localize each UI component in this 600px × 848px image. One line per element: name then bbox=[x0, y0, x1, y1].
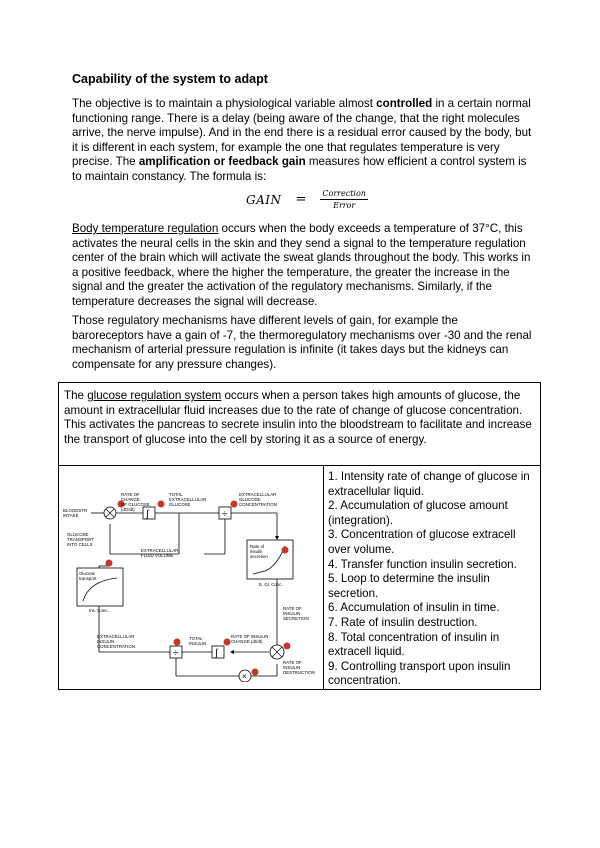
label-rate-ins-change: RATE OF INSULIN CHANGE (dI/dt) bbox=[231, 634, 269, 644]
gain-formula bbox=[246, 189, 368, 210]
label-ins-conc-axis: Ins. Conc. bbox=[89, 608, 109, 613]
glucose-table bbox=[58, 382, 541, 690]
text-run: The objective is to maintain a physiological variable almost bbox=[72, 97, 377, 110]
paragraph-temperature bbox=[72, 222, 532, 310]
label-glucose-transport: GLUCOSE TRANSPORT INTO CELLS bbox=[67, 532, 94, 547]
label-conc-axis: E. Gl. Conc. bbox=[259, 582, 283, 587]
legend-item: 2. Accumulation of glucose amount (integration). bbox=[328, 499, 508, 527]
label-total-ecf: TOTAL EXTRACELLULAR GLUCOSE bbox=[169, 492, 207, 507]
paragraph-objective bbox=[72, 97, 532, 185]
label-transport-graph: Glucose transport bbox=[79, 571, 97, 581]
legend-item: 4. Transfer function insulin secretion. bbox=[328, 557, 517, 571]
glucose-diagram-cell bbox=[59, 466, 324, 690]
label-rate-ins-destr: RATE OF INSULIN DESTRUCTION bbox=[283, 660, 315, 675]
legend-item: 7. Rate of insulin destruction. bbox=[328, 615, 478, 629]
label-glucose-intake: BLOODSTR INTAKE bbox=[63, 508, 88, 518]
label-total-insulin: TOTAL INSULIN bbox=[189, 636, 207, 646]
formula-numerator: Correction bbox=[322, 189, 366, 198]
label-ecf-volume: EXTRACELLULAR FLUID VOLUME bbox=[141, 548, 179, 558]
svg-text:÷: ÷ bbox=[173, 648, 179, 659]
text-run: in a certain normal functioning range. There is a delay (being aware of the change, that the right molecules arrive, the nerve impulse). And in the end there is a residual error caused by the body, but it is different in each system, for example the one that regulates temperature is very precise. The bbox=[72, 97, 532, 169]
formula-denominator: Error bbox=[333, 201, 356, 210]
legend-item: 9. Controlling transport upon insulin concentration. bbox=[328, 659, 511, 688]
formula-lhs: GAIN bbox=[246, 192, 282, 207]
label-rate-ins-secretion: RATE OF INSULIN SECRETION bbox=[283, 606, 309, 621]
glucose-regulation-diagram bbox=[59, 466, 323, 682]
paragraph-gain-levels: Those regulatory mechanisms have different levels of gain, for example the baroreceptors have a gain of -7, the thermoregulatory mechanisms over -30 and the renal mechanism of arterial pressure regulation is infinite (it takes days but the kidneys can compensate for any pressure changes). bbox=[72, 314, 532, 371]
label-ecf-insulin: EXTRACELLULAR INSULIN CONCENTRATION bbox=[97, 634, 135, 649]
legend-list bbox=[328, 470, 536, 689]
text-run: The bbox=[64, 389, 88, 402]
svg-text:∫: ∫ bbox=[215, 648, 218, 659]
legend-item: 3. Concentration of glucose extracell over volume. bbox=[328, 528, 516, 556]
integrator-icon bbox=[212, 646, 224, 658]
step-markers bbox=[106, 501, 291, 676]
text-run: occurs when the body exceeds a temperature of 37°C, this activates the neural cells in the skin and they send a signal to the temperature regulation center of the brain which will activate the sweat glands throughout the body. This works in a positive feedback, where the higher the temperature, the greater the increase in the signal and the greater the activation of the regulatory mechanisms. Similarly, if the temperature decreases the signal will decrease. bbox=[72, 222, 531, 308]
section-heading: Capability of the system to adapt bbox=[72, 72, 268, 86]
formula-equals: = bbox=[295, 192, 307, 207]
text-run: occurs when a person takes high amounts of glucose, the amount in extracellular fluid increases due to the rate of change of glucose concentration. This activates the pancreas to secrete insulin into the bloodstream to facilitate and increase the transport of glucose into the cell by storing it as a source of energy. bbox=[64, 389, 532, 446]
integrator-icon bbox=[143, 507, 155, 519]
svg-text:×: × bbox=[242, 672, 247, 681]
underlined-term-glucose: glucose regulation system bbox=[87, 389, 222, 402]
svg-text:∫: ∫ bbox=[146, 509, 149, 520]
underlined-term-temperature: Body temperature regulation bbox=[72, 222, 219, 235]
bold-term-gain: amplification or feedback gain bbox=[138, 155, 306, 169]
label-rate-change: RATE OF CHANGE OF GLUCOSE (dG/dt) bbox=[121, 492, 150, 512]
text-run: measures how efficient a control system is to maintain constancy. The formula is: bbox=[72, 155, 527, 183]
legend-item: 5. Loop to determine the insulin secretion. bbox=[328, 572, 490, 600]
bold-term-controlled: controlled bbox=[376, 97, 433, 110]
legend-item: 1. Intensity rate of change of glucose in extracellular liquid. bbox=[328, 470, 530, 498]
glucose-intro-cell bbox=[59, 383, 541, 466]
legend-item: 8. Total concentration of insulin in extracell liquid. bbox=[328, 630, 500, 659]
formula-fraction bbox=[320, 189, 368, 210]
label-ecf-conc: EXTRACELLULAR GLUCOSE CONCENTRATION bbox=[239, 492, 277, 507]
svg-text:÷: ÷ bbox=[222, 509, 228, 520]
legend-item: 6. Accumulation of insulin in time. bbox=[328, 601, 500, 615]
legend-cell bbox=[324, 466, 541, 690]
label-rate-insulin-sec: Rate of insulin secretion bbox=[250, 544, 268, 559]
